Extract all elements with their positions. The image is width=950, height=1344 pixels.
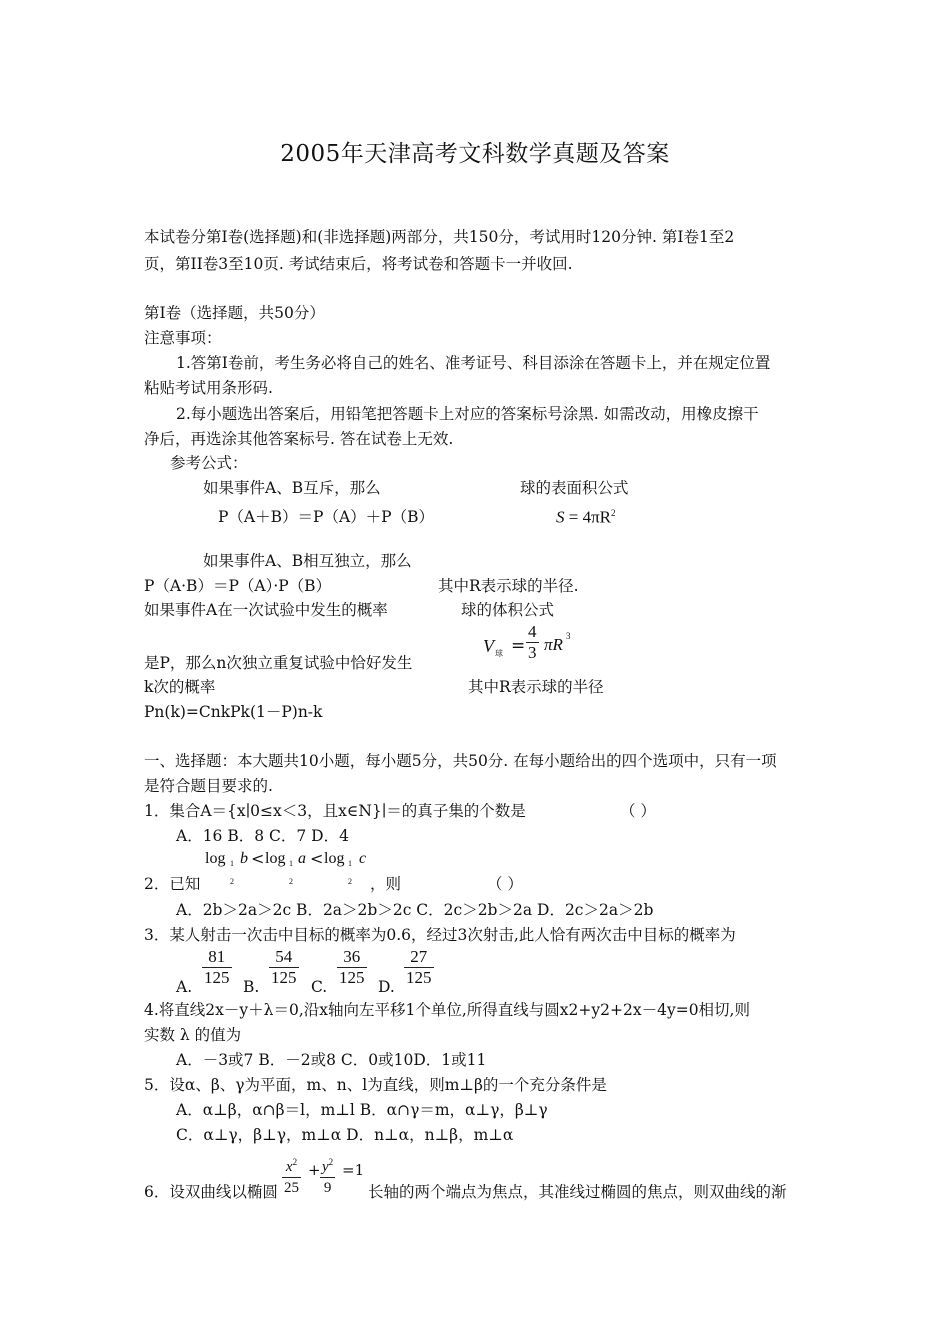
part1-heading: 第Ⅰ卷（选择题，共50分） xyxy=(144,304,325,322)
formula-mult-rule: P（A·B）＝P（A）·P（B） xyxy=(144,577,332,595)
radius-note-1: 其中R表示球的半径. xyxy=(438,577,579,595)
formula-add-rule: P（A＋B）＝P（A）＋P（B） xyxy=(218,508,434,526)
radius-note-2: 其中R表示球的半径 xyxy=(468,678,604,696)
q4-stem-2: 实数 λ 的值为 xyxy=(144,1026,242,1044)
notes-heading: 注意事项： xyxy=(144,329,222,347)
q6-stem: 6．设双曲线以椭圆 xyxy=(144,1183,278,1201)
q3-option-a-fraction: $\frac{81}{125}$ xyxy=(204,947,230,987)
q4-stem: 4.将直线2x－y＋λ＝0,沿x轴向左平移1个单位,所得直线与圆x2+y2+2x－4y=0相切,则 xyxy=(144,1001,750,1019)
note-1-line-1: 1.答第Ⅰ卷前，考生务必将自己的姓名、准考证号、科目添涂在答题卡上，并在规定位置 xyxy=(176,354,771,372)
sphere-area-formula: $S = 4\pi R^2$ xyxy=(556,507,616,527)
section1-line-1: 一、选择题：本大题共10小题，每小题5分，共50分. 在每小题给出的四个选项中，只有一项 xyxy=(144,752,777,770)
q5-options-1: A．α⊥β，α∩β＝l，m⊥l B．α∩γ＝m，α⊥γ，β⊥γ xyxy=(176,1101,548,1119)
intro-line-2: 页，第II卷3至10页. 考试结束后，将考试卷和答题卡一并收回. xyxy=(144,255,573,273)
formula-prob-a: 如果事件A在一次试验中发生的概率 xyxy=(144,601,388,619)
formula-bernoulli-1: 是P，那么n次独立重复试验中恰好发生 xyxy=(144,654,413,672)
q2-then: ，则 xyxy=(370,875,402,893)
q3-stem: 3．某人射击一次击中目标的概率为0.6，经过3次射击,此人恰有两次击中目标的概率为 xyxy=(144,926,736,944)
formula-exclusive: 如果事件A、B互斥，那么 xyxy=(203,479,381,497)
note-2-line-1: 2.每小题选出答案后，用铅笔把答题卡上对应的答案标号涂黑. 如需改动，用橡皮擦干 xyxy=(176,405,759,423)
intro-line-1: 本试卷分第Ⅰ卷(选择题)和(非选择题)两部分，共150分，考试用时120分钟. 第Ⅰ卷1至2 xyxy=(144,228,735,246)
q5-options-2: C．α⊥γ，β⊥γ，m⊥α D．n⊥α，n⊥β，m⊥α xyxy=(176,1126,514,1144)
q3-option-b-fraction: $\frac{54}{125}$ xyxy=(271,947,297,987)
q1-options: A．16 B．8 C．7 D．4 xyxy=(176,827,349,845)
formula-bernoulli: Pn(k)=CnkPk(1－P)n-k xyxy=(144,703,323,721)
q1-answer-paren: （ ） xyxy=(620,802,656,820)
formula-sphere-vol-label: 球的体积公式 xyxy=(461,601,555,619)
formula-bernoulli-2: k次的概率 xyxy=(144,678,216,696)
q6-y-fraction: $\frac{y^2}{9}$ xyxy=(320,1152,335,1198)
note-1-line-2: 粘贴考试用条形码. xyxy=(144,379,273,397)
q2-answer-paren: （ ） xyxy=(487,875,523,893)
q5-stem: 5．设α、β、γ为平面，m、n、l为直线，则m⊥β的一个充分条件是 xyxy=(144,1076,607,1094)
section1-line-2: 是符合题目要求的. xyxy=(144,777,273,795)
q2-stem: 2．已知 xyxy=(144,875,201,893)
q3-option-c-fraction: $\frac{36}{125}$ xyxy=(339,947,365,987)
formula-independent: 如果事件A、B相互独立，那么 xyxy=(203,552,412,570)
q3-option-d-fraction: $\frac{27}{125}$ xyxy=(406,947,432,987)
q6-stem-rest: 长轴的两个端点为焦点，其准线过椭圆的焦点，则双曲线的渐 xyxy=(368,1183,787,1201)
formula-sphere-area-label: 球的表面积公式 xyxy=(520,479,629,497)
formula-heading: 参考公式： xyxy=(170,454,248,472)
q6-x-fraction: $\frac{x^2}{25}$ xyxy=(282,1152,301,1198)
exam-page: 2005年天津高考文科数学真题及答案 本试卷分第Ⅰ卷(选择题)和(非选择题)两部分，共150分，考试用时120分钟. 第Ⅰ卷1至2 页，第II卷3至10页. 考试结束后，将考试卷和答题卡一并收回. 第Ⅰ卷（选择题，共50分） 注意事项： 1.答第Ⅰ卷前，考生务必将自己的姓名、准考证号、科目添涂在答题卡上，并在规定位置 粘贴考试用条形码. 2.每小题选出答案后，用铅笔把答题卡上对应的答案标号涂黑. 如需改动，用橡皮擦干 净后，再选涂其他答案标号. 答在试卷上无效. 参考公式： 如果事件A、B互斥，那么 球的表面积公式 P（A＋B）＝P（A）＋P（B） $S = 4\pi R^2$ 如果事件A、B相互独立，那么 P（A·B）＝P（A）·P（B） 其中R表示球的半径. 如果事件A在一次试验中发生的概率 球的体积公式 V 球 = $\frac{4}{3}$ πR 3 是P，那么n次独立重复试验中恰好发生 k次的概率 其中R表示球的半径 Pn(k)=CnkPk(1－P)n-k 一、选择题：本大题共10小题，每小题5分，共50分. 在每小题给出的四个选项中，只有一项 是符合题目要求的. 1．集合A＝{x∣0≤x＜3，且x∈N}∣＝的真子集的个数是 （ ） A．16 B．8 C．7 D．4 log 1 2 b < log 1 2 a < log 1 2 c 2．已知 ，则 （ ） A．2b＞2a＞2c B．2a＞2b＞2c C．2c＞2b＞2a D．2c＞2a＞2b 3．某人射击一次击中目标的概率为0.6，经过3次射击,此人恰有两次击中目标的概率为 A. $\frac{81}{125}$ B. $\frac{54}{125}$ C. $\frac{36}{125}$ D. $\frac{27}{125}$ 4.将直线2x－y＋λ＝0,沿x轴向左平移1个单位,所得直线与圆x2+y2+2x－4y=0相切,则 实数 λ 的值为 A．－3或7 B．－2或8 C．0或10D．1或11 5．设α、β、γ为平面，m、n、l为直线，则m⊥β的一个充分条件是 A．α⊥β，α∩β＝l，m⊥l B．α∩γ＝m，α⊥γ，β⊥γ C．α⊥γ，β⊥γ，m⊥α D．n⊥α，n⊥β，m⊥α $\frac{x^2}{25}$ + $\frac{y^2}{9}$ =1 6．设双曲线以椭圆 长轴的两个端点为焦点，其准线过椭圆的焦点，则双曲线的渐 xyxy=(0,0,950,1344)
q4-options: A．－3或7 B．－2或8 C．0或10D．1或11 xyxy=(176,1051,487,1069)
page-title: 2005年天津高考文科数学真题及答案 xyxy=(280,141,670,167)
vol-fraction: $\frac{4}{3}$ xyxy=(528,622,537,662)
note-2-line-2: 净后，再选涂其他答案标号. 答在试卷上无效. xyxy=(144,430,454,448)
q2-options: A．2b＞2a＞2c B．2a＞2b＞2c C．2c＞2b＞2a D．2c＞2a＞2b xyxy=(176,901,654,919)
q1-stem: 1．集合A＝{x∣0≤x＜3，且x∈N}∣＝的真子集的个数是 xyxy=(144,802,526,820)
